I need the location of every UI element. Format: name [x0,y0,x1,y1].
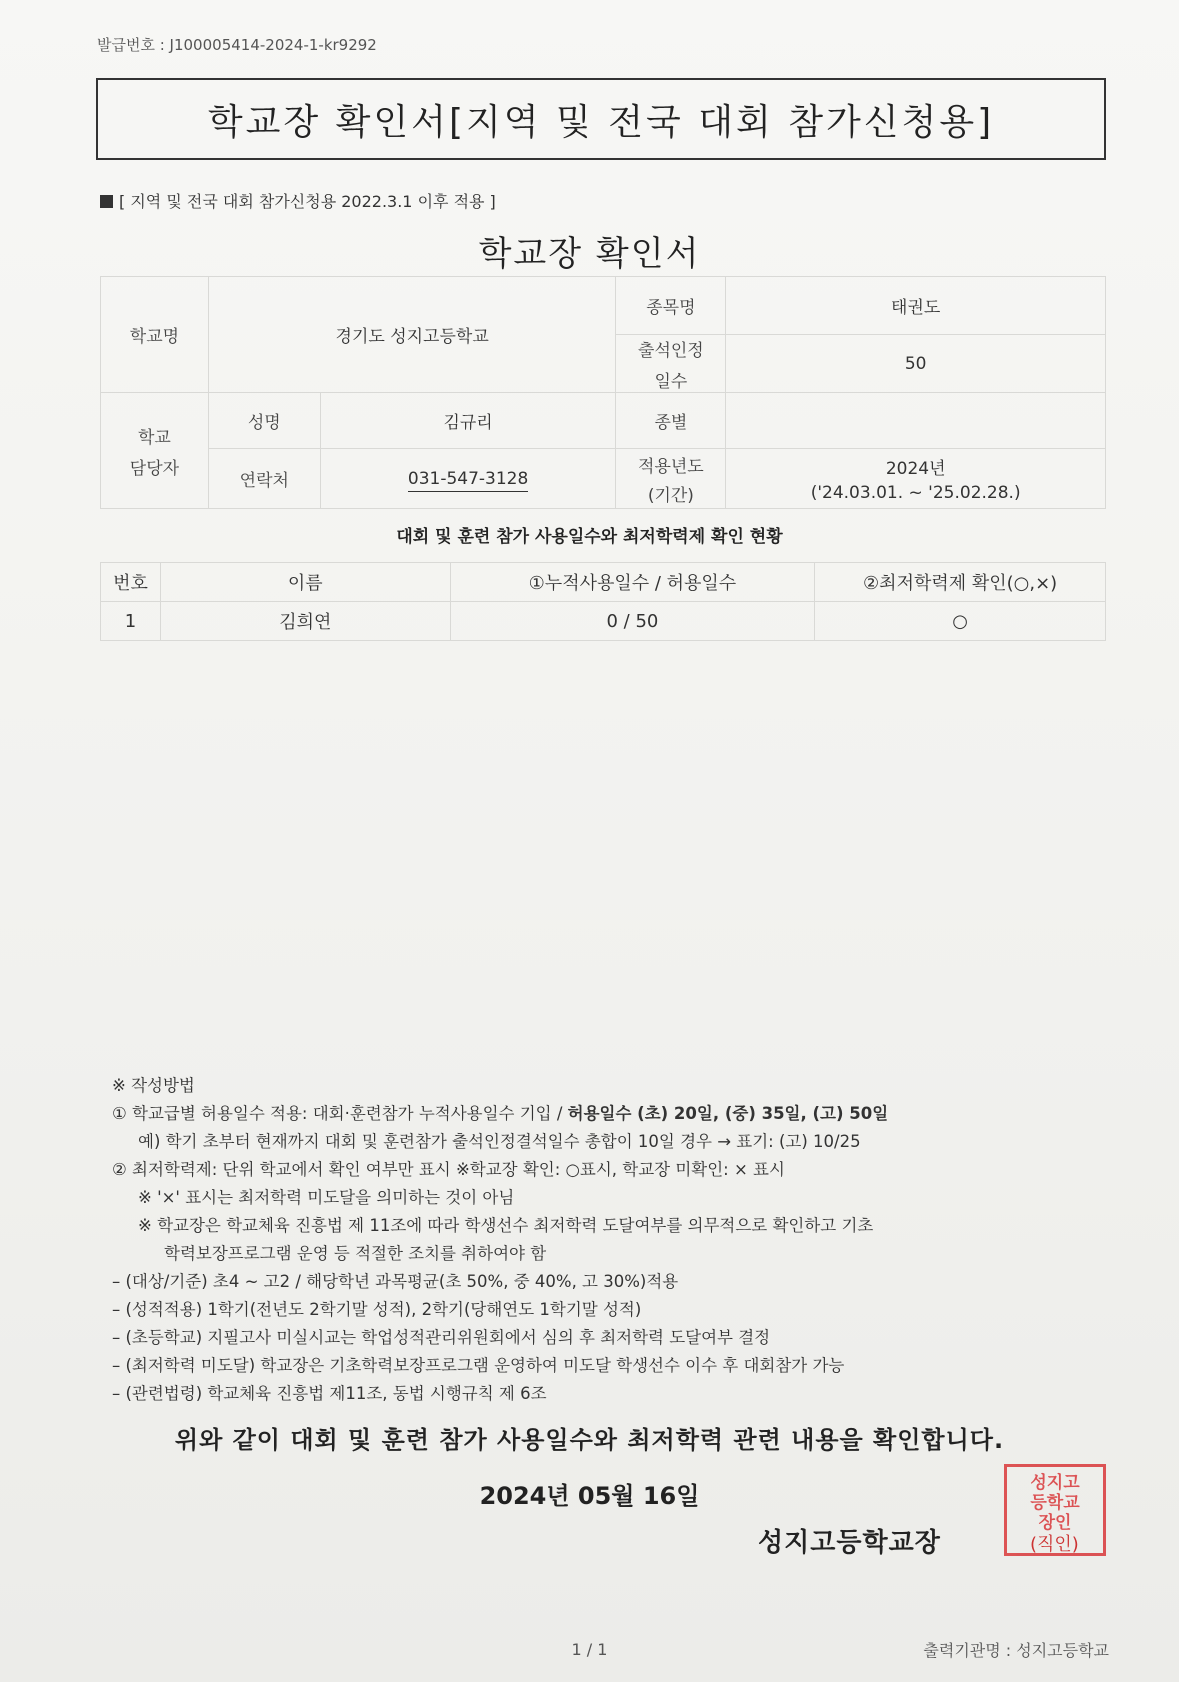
issue-date: 2024년 05월 16일 [479,1482,700,1510]
seal-text: 성지고등학교장인 [1030,1473,1080,1533]
row-days: 0 / 50 [450,602,815,641]
confirmation-statement: 위와 같이 대회 및 훈련 참가 사용일수와 최저학력 관련 내용을 확인합니다. [174,1426,1005,1454]
attendance-label [616,335,726,393]
section-title: 대회 및 훈련 참가 사용일수와 최저학력제 확인 현황 [396,527,783,547]
instruction-line-3: ② 최저학력제: 단위 학교에서 확인 여부만 표시 ※학교장 확인: ○표시, 학교장 미확인: × 표시 [112,1160,785,1179]
school-label: 학교명 [101,277,209,393]
page-number: 1 / 1 [571,1640,608,1659]
attendance-label-line2: 일수 [654,371,688,392]
instruction-line-1b: 허용일수 (초) 20일, (중) 35일, (고) 50일 [567,1104,889,1123]
contact-label: 연락처 [208,449,320,509]
instruction-line-2: 예) 학기 초부터 현재까지 대회 및 훈련참가 출석인정결석일수 총합이 10일 경우 → 표기: (고) 10/25 [138,1132,861,1151]
year-value [726,449,1106,509]
instruction-line-11: – (관련법령) 학교체육 진흥법 제11조, 동법 시행규칙 제 6조 [112,1384,547,1403]
instructions [112,1072,1052,1408]
category-value [726,393,1106,449]
main-title: 학교장 확인서[지역 및 전국 대회 참가신청용] [207,101,995,143]
contact-value: 031-547-3128 [408,469,528,492]
category-label: 종별 [616,393,726,449]
year-value-line2: ('24.03.01. ~ '25.02.28.) [810,483,1021,503]
instruction-line-1 [112,1100,1052,1128]
manager-label [101,393,209,509]
row-name: 김희연 [160,602,450,641]
instruction-line-4: ※ '×' 표시는 최저학력 미도달을 의미하는 것이 아님 [138,1188,515,1207]
header-name: 이름 [160,563,450,602]
header-check: ②최저학력제 확인(○,×) [815,563,1106,602]
issue-number: 발급번호 : J100005414-2024-1-kr9292 [97,36,377,54]
square-bullet-icon [100,195,113,208]
application-note [100,189,496,212]
name-label: 성명 [208,393,320,449]
event-label: 종목명 [616,277,726,335]
instruction-line-6: 학력보장프로그램 운영 등 적절한 조치를 취하여야 함 [164,1244,547,1263]
instruction-line-9: – (초등학교) 지필고사 미실시교는 학업성적관리위원회에서 심의 후 최저학력 도달여부 결정 [112,1328,771,1347]
school-value: 경기도 성지고등학교 [208,277,616,393]
attendance-value: 50 [726,335,1106,393]
instruction-line-10: – (최저학력 미도달) 학교장은 기초학력보장프로그램 운영하여 미도달 학생선수 이수 후 대회참가 가능 [112,1356,845,1375]
year-label-line2: (기간) [647,485,694,506]
instruction-line-5: ※ 학교장은 학교체육 진흥법 제 11조에 따라 학생선수 최저학력 도달여부를 의무적으로 확인하고 기초 [138,1216,874,1235]
year-label-line1: 적용년도 [638,456,704,477]
name-value: 김규리 [320,393,616,449]
header-no: 번호 [101,563,161,602]
manager-label-line2: 담당자 [129,458,180,479]
main-title-box [96,78,1106,160]
application-note-text: [ 지역 및 전국 대회 참가신청용 2022.3.1 이후 적용 ] [119,192,496,211]
year-value-line1: 2024년 [885,459,946,479]
info-table [100,276,1106,509]
header-days: ①누적사용일수 / 허용일수 [450,563,815,602]
row-no: 1 [101,602,161,641]
status-table-header [101,563,1106,602]
principal-title: 성지고등학교장 [758,1528,941,1558]
table-row [101,602,1106,641]
event-value: 태권도 [726,277,1106,335]
row-check: ○ [815,602,1106,641]
instruction-line-7: – (대상/기준) 초4 ~ 고2 / 해당학년 과목평균(초 50%, 중 40%, 고 30%)적용 [112,1272,679,1291]
instruction-line-8: – (성적적용) 1학기(전년도 2학기말 성적), 2학기(당해연도 1학기말 성적) [112,1300,642,1319]
seal-ink-label: (직인) [1030,1534,1079,1555]
output-organization: 출력기관명 : 성지고등학교 [923,1641,1109,1660]
contact-cell [320,449,616,509]
instructions-heading: ※ 작성방법 [112,1076,195,1095]
manager-label-line1: 학교 [138,427,171,448]
status-table [100,562,1106,641]
year-label [616,449,726,509]
attendance-label-line1: 출석인정 [638,340,704,361]
instruction-line-1a: ① 학교급별 허용일수 적용: 대회·훈련참가 누적사용일수 기입 / [112,1104,568,1123]
sub-title: 학교장 확인서 [478,234,701,274]
